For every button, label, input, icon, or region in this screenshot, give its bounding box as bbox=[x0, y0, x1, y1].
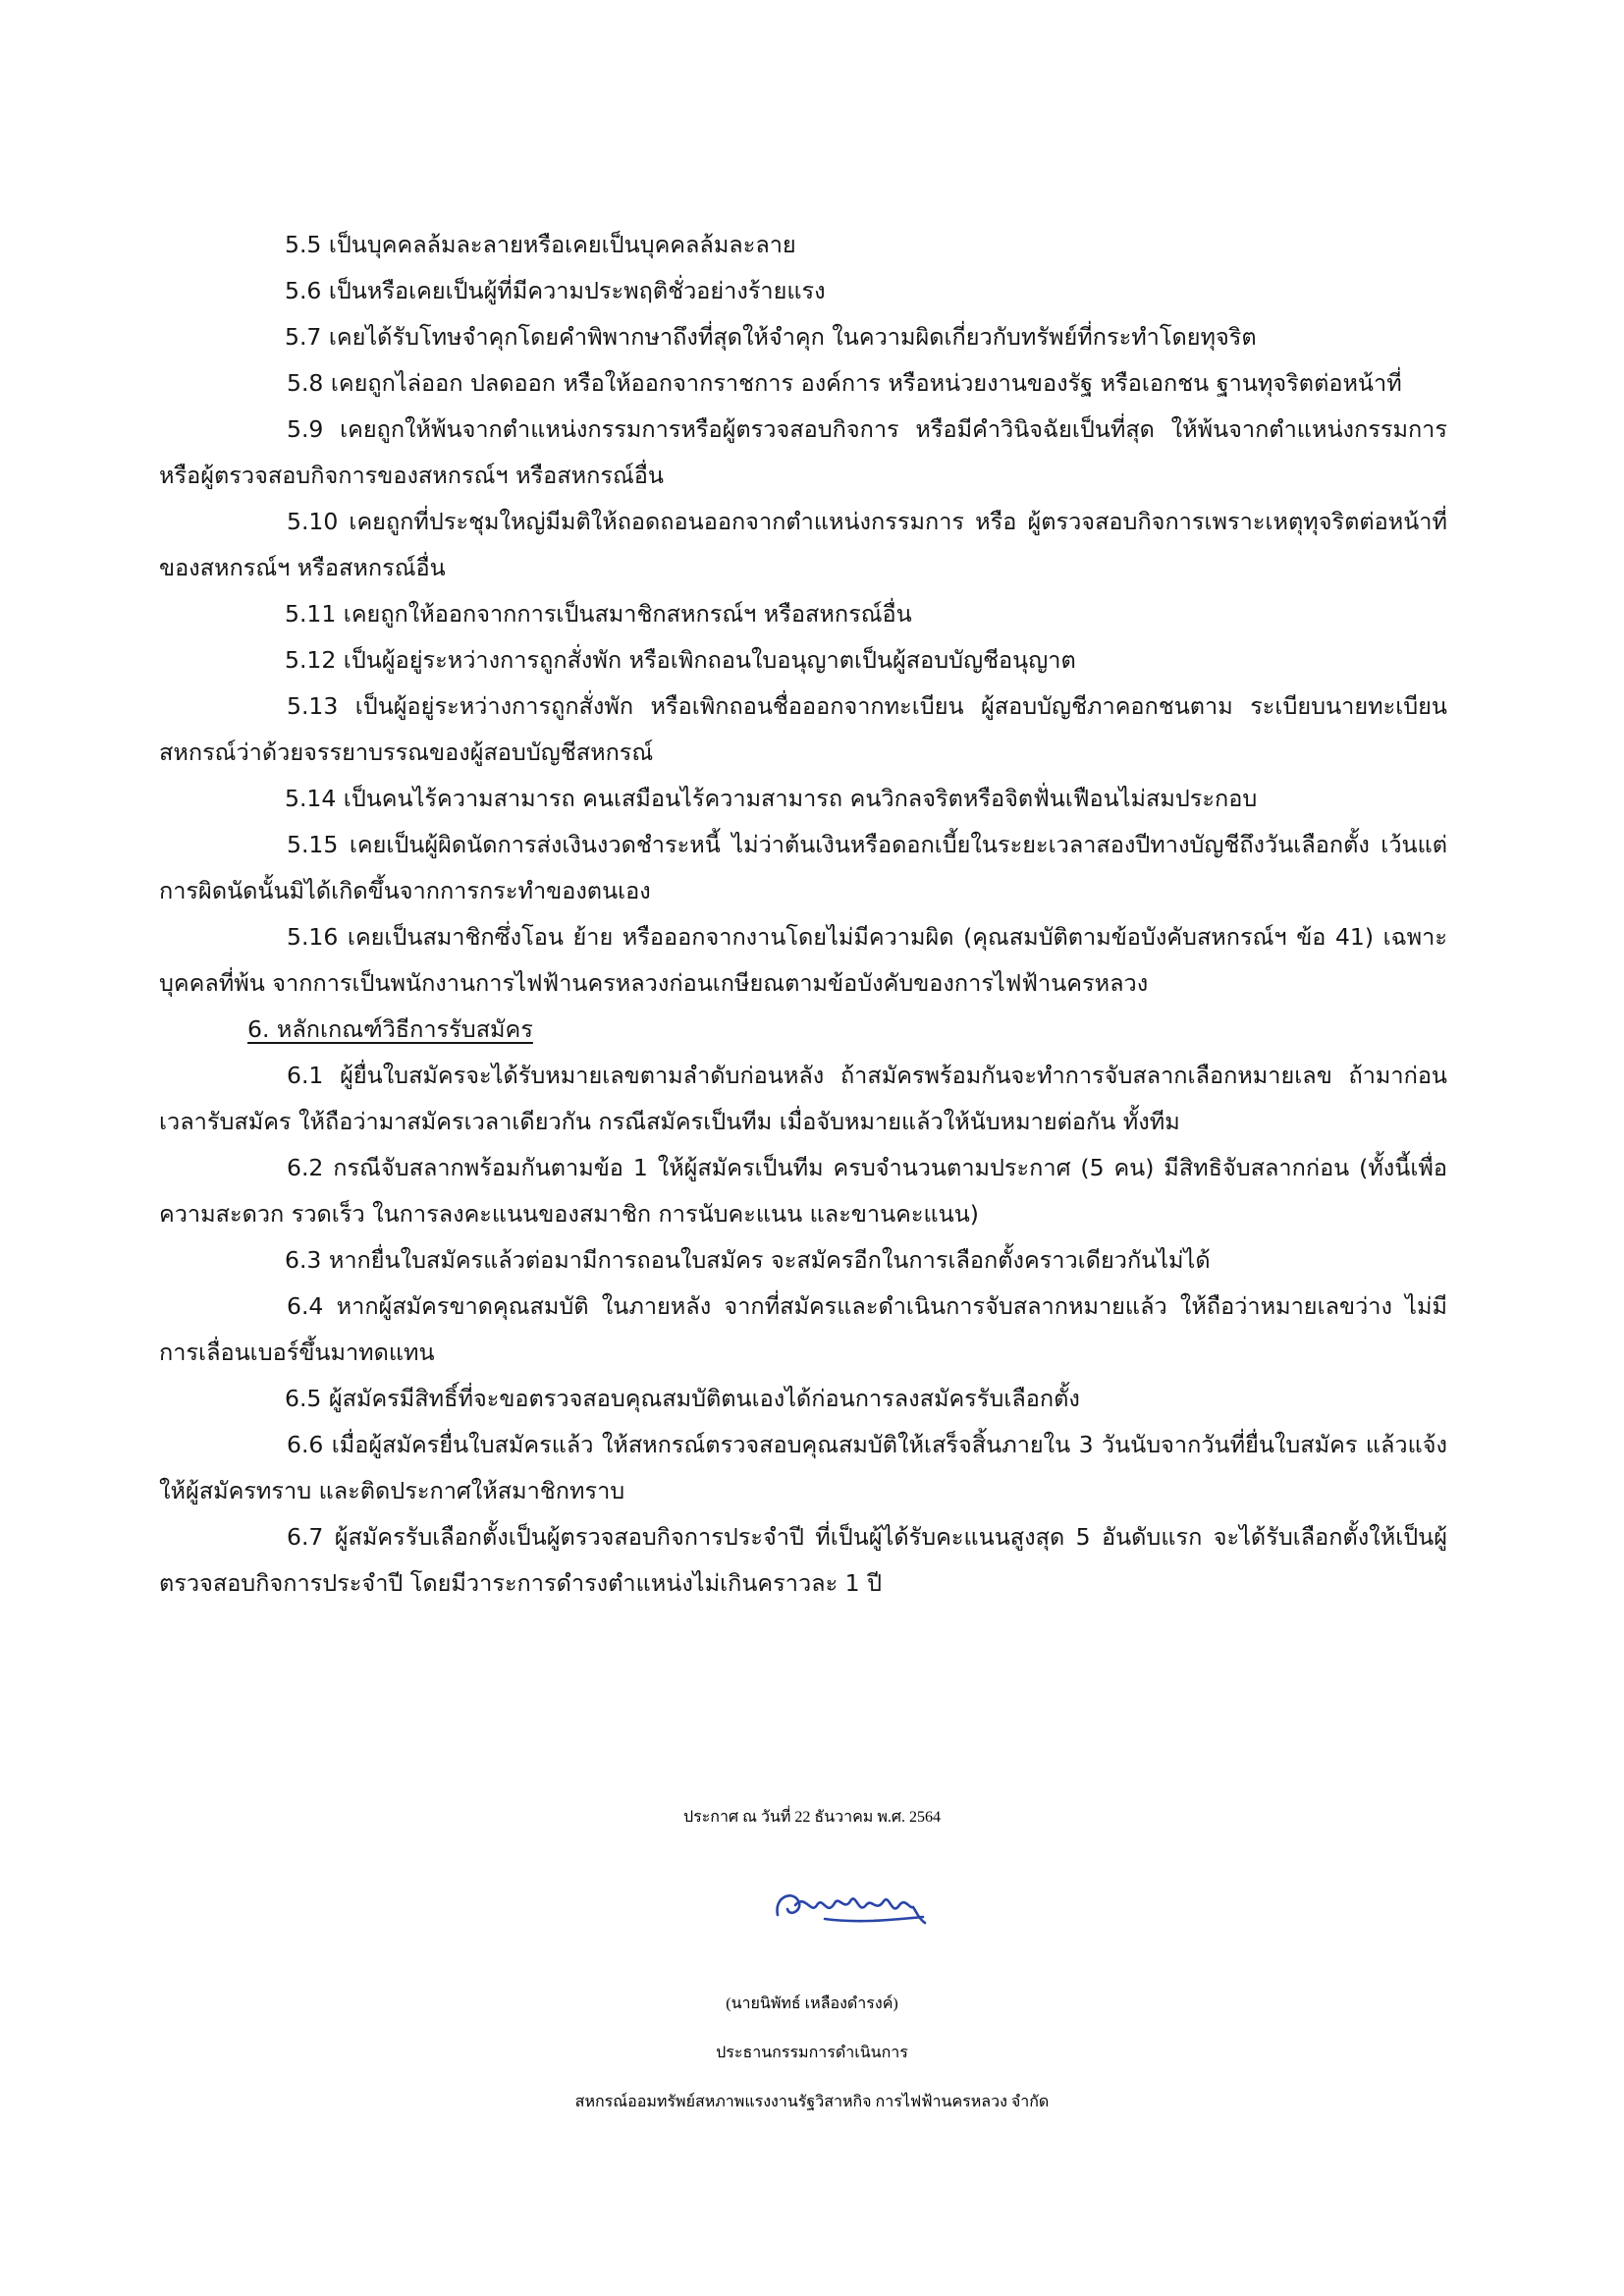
item-5-15: 5.15 เคยเป็นผู้ผิดนัดการส่งเงินงวดชำระหนี้ ไม่ว่าต้นเงินหรือดอกเบี้ยในระยะเวลาสองปีทางบัญชีถึงวันเลือกตั้ง เว้นแต่การผิดนัดนั้นมิได้เกิดขึ้นจากการกระทำของตนเอง bbox=[159, 831, 1447, 904]
item-5-5: 5.5 เป็นบุคคลล้มละลายหรือเคยเป็นบุคคลล้มละลาย bbox=[285, 231, 796, 258]
section-6 bbox=[159, 1007, 1447, 1607]
item-5-9: 5.9 เคยถูกให้พ้นจากตำแหน่งกรรมการหรือผู้ตรวจสอบกิจการ หรือมีคำวินิจฉัยเป็นที่สุด ให้พ้นจากตำแหน่งกรรมการ หรือผู้ตรวจสอบกิจการของสหกรณ์ฯ หรือสหกรณ์อื่น bbox=[159, 415, 1447, 489]
item-5-6: 5.6 เป็นหรือเคยเป็นผู้ที่มีความประพฤติชั่วอย่างร้ายแรง bbox=[285, 277, 826, 304]
announcement-date: ประกาศ ณ วันที่ 22 ธันวาคม พ.ศ. 2564 bbox=[682, 1809, 942, 1826]
item-5-16: 5.16 เคยเป็นสมาชิกซึ่งโอน ย้าย หรือออกจากงานโดยไม่มีความผิด (คุณสมบัติตามข้อบังคับสหกรณ์ฯ ข้อ 41) เฉพาะบุคคลที่พ้น จากการเป็นพนักงานการไฟฟ้านครหลวงก่อนเกษียณตามข้อบังคับของการไฟฟ้านครหลวง bbox=[159, 923, 1447, 997]
signer-title: ประธานกรรมการดำเนินการ bbox=[716, 2045, 908, 2061]
section-6-heading bbox=[159, 1007, 1447, 1053]
item-6-6: 6.6 เมื่อผู้สมัครยื่นใบสมัครแล้ว ให้สหกรณ์ตรวจสอบคุณสมบัติให้เสร็จสิ้นภายใน 3 วันนับจากวันที่ยื่นใบสมัคร แล้วแจ้งให้ผู้สมัครทราบ และติดประกาศให้สมาชิกทราบ bbox=[159, 1431, 1447, 1504]
item-6-5: 6.5 ผู้สมัครมีสิทธิ์ที่จะขอตรวจสอบคุณสมบัติตนเองได้ก่อนการลงสมัครรับเลือกตั้ง bbox=[285, 1385, 1080, 1412]
item-5-13: 5.13 เป็นผู้อยู่ระหว่างการถูกสั่งพัก หรือเพิกถอนชื่อออกจากทะเบียน ผู้สอบบัญชีภาคอกชนตาม ระเบียบนายทะเบียนสหกรณ์ว่าด้วยจรรยาบรรณของผู้สอบบัญชีสหกรณ์ bbox=[159, 692, 1447, 766]
item-5-11: 5.11 เคยถูกให้ออกจากการเป็นสมาชิกสหกรณ์ฯ หรือสหกรณ์อื่น bbox=[285, 600, 912, 628]
item-5-12: 5.12 เป็นผู้อยู่ระหว่างการถูกสั่งพัก หรือเพิกถอนใบอนุญาตเป็นผู้สอบบัญชีอนุญาต bbox=[285, 646, 1076, 674]
item-5-14: 5.14 เป็นคนไร้ความสามารถ คนเสมือนไร้ความสามารถ คนวิกลจริตหรือจิตฟั่นเฟือนไม่สมประกอบ bbox=[285, 785, 1258, 812]
item-6-4: 6.4 หากผู้สมัครขาดคุณสมบัติ ในภายหลัง จากที่สมัครและดำเนินการจับสลากหมายแล้ว ให้ถือว่าหมายเลขว่าง ไม่มีการเลื่อนเบอร์ขึ้นมาทดแทน bbox=[159, 1292, 1447, 1366]
signature-image bbox=[766, 1876, 943, 1935]
section-5-items bbox=[159, 222, 1447, 1007]
section-6-heading-text: 6. หลักเกณฑ์วิธีการรับสมัคร bbox=[247, 1015, 533, 1043]
item-6-2: 6.2 กรณีจับสลากพร้อมกันตามข้อ 1 ให้ผู้สมัครเป็นทีม ครบจำนวนตามประกาศ (5 คน) มีสิทธิจับสลากก่อน (ทั้งนี้เพื่อความสะดวก รวดเร็ว ในการลงคะแนนของสมาชิก การนับคะแนน และขานคะแนน) bbox=[159, 1154, 1447, 1228]
item-5-10: 5.10 เคยถูกที่ประชุมใหญ่มีมติให้ถอดถอนออกจากตำแหน่งกรรมการ หรือ ผู้ตรวจสอบกิจการเพราะเหตุทุจริตต่อหน้าที่ของสหกรณ์ฯ หรือสหกรณ์อื่น bbox=[159, 508, 1447, 581]
item-5-7: 5.7 เคยได้รับโทษจำคุกโดยคำพิพากษาถึงที่สุดให้จำคุก ในความผิดเกี่ยวกับทรัพย์ที่กระทำโดยทุจริต bbox=[285, 323, 1257, 351]
item-5-8: 5.8 เคยถูกไล่ออก ปลดออก หรือให้ออกจากราชการ องค์การ หรือหน่วยงานของรัฐ หรือเอกชน ฐานทุจริตต่อหน้าที่ bbox=[287, 369, 1402, 397]
signer-name: (นายนิพัทธ์ เหลืองดำรงค์) bbox=[726, 1995, 898, 2012]
item-6-1: 6.1 ผู้ยื่นใบสมัครจะได้รับหมายเลขตามลำดับก่อนหลัง ถ้าสมัครพร้อมกันจะทำการจับสลากเลือกหมายเลข ถ้ามาก่อนเวลารับสมัคร ให้ถือว่ามาสมัครเวลาเดียวกัน กรณีสมัครเป็นทีม เมื่อจับหมายแล้วให้นับหมายต่อกัน ทั้งทีม bbox=[159, 1062, 1447, 1135]
organization-name: สหกรณ์ออมทรัพย์สหภาพแรงงานรัฐวิสาหกิจ การไฟฟ้านครหลวง จำกัด bbox=[574, 2094, 1050, 2110]
item-6-3: 6.3 หากยื่นใบสมัครแล้วต่อมามีการถอนใบสมัคร จะสมัครอีกในการเลือกตั้งคราวเดียวกันไม่ได้ bbox=[285, 1246, 1211, 1274]
item-6-7: 6.7 ผู้สมัครรับเลือกตั้งเป็นผู้ตรวจสอบกิจการประจำปี ที่เป็นผู้ได้รับคะแนนสูงสุด 5 อันดับแรก จะได้รับเลือกตั้งให้เป็นผู้ตรวจสอบกิจการประจำปี โดยมีวาระการดำรงตำแหน่งไม่เกินคราวละ 1 ปี bbox=[159, 1523, 1447, 1597]
